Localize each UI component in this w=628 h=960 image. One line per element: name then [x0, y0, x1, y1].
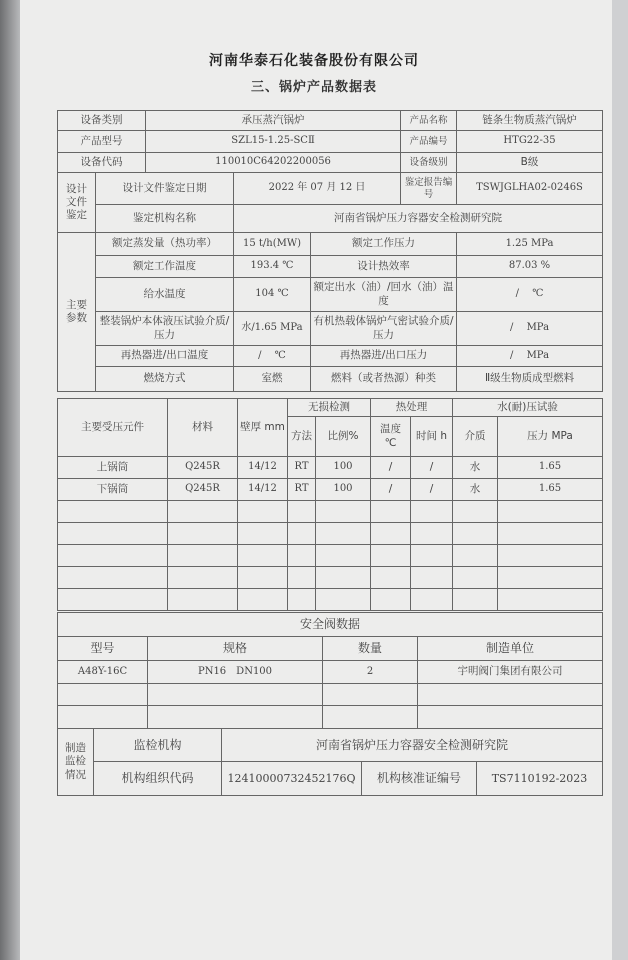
cell: A48Y-16C [58, 661, 148, 684]
value: 12410000732452176Q [222, 762, 362, 796]
cell [498, 523, 603, 545]
cell [453, 523, 498, 545]
value: / MPa [457, 312, 603, 346]
cell: 2 [323, 661, 418, 684]
cell [453, 589, 498, 611]
value: 水/1.65 MPa [234, 312, 311, 346]
value: 110010C64202200056 [146, 153, 401, 173]
value: 链条生物质蒸汽锅炉 [457, 111, 603, 131]
value: / MPa [457, 346, 603, 367]
label: 机构组织代码 [94, 762, 222, 796]
header: 温度 ℃ [371, 417, 411, 457]
cell [168, 523, 238, 545]
cell: 宇明阀门集团有限公司 [418, 661, 603, 684]
cell [238, 523, 288, 545]
value: 87.03 % [457, 256, 603, 278]
header: 时间 h [411, 417, 453, 457]
label: 额定工作压力 [311, 233, 457, 256]
cell: / [371, 457, 411, 479]
header: 型号 [58, 637, 148, 661]
cell: 14/12 [238, 457, 288, 479]
header: 规格 [148, 637, 323, 661]
cell [288, 501, 316, 523]
header: 比例% [316, 417, 371, 457]
cell [316, 567, 371, 589]
cell: 100 [316, 479, 371, 501]
table-row [58, 684, 603, 706]
cell [498, 501, 603, 523]
cell: / [411, 457, 453, 479]
value: TSWJGLHA02-0246S [457, 173, 603, 205]
cell [371, 589, 411, 611]
value: HTG22-35 [457, 131, 603, 153]
cell: 水 [453, 457, 498, 479]
cell: 100 [316, 457, 371, 479]
label: 机构核准证编号 [362, 762, 477, 796]
safety-valve-table [57, 612, 603, 729]
label: 额定出水（油）/回水（油）温度 [311, 278, 457, 312]
cell [316, 501, 371, 523]
group-label: 设计文件鉴定 [58, 173, 96, 233]
cell [58, 567, 168, 589]
cell [288, 589, 316, 611]
cell: 水 [453, 479, 498, 501]
section-heading: 安全阀数据 [58, 613, 603, 637]
cell [288, 567, 316, 589]
cell: 14/12 [238, 479, 288, 501]
cell: / [371, 479, 411, 501]
value: 2022 年 07 月 12 日 [234, 173, 401, 205]
value: SZL15-1.25-SCⅡ [146, 131, 401, 153]
label: 设计文件鉴定日期 [96, 173, 234, 205]
label: 设备类别 [58, 111, 146, 131]
value: 104 ℃ [234, 278, 311, 312]
label: 设备代码 [58, 153, 146, 173]
cell [411, 523, 453, 545]
value: 河南省锅炉压力容器安全检测研究院 [222, 729, 603, 762]
label: 有机热载体锅炉气密试验介质/压力 [311, 312, 457, 346]
table-row [58, 479, 603, 501]
cell [498, 545, 603, 567]
value: / ℃ [457, 278, 603, 312]
label: 设计热效率 [311, 256, 457, 278]
header: 数量 [323, 637, 418, 661]
cell [411, 545, 453, 567]
cell [371, 501, 411, 523]
cell [411, 501, 453, 523]
cell [411, 589, 453, 611]
cell: 下锅筒 [58, 479, 168, 501]
cell: 1.65 [498, 479, 603, 501]
cell [411, 567, 453, 589]
cell [168, 501, 238, 523]
table-row [58, 661, 603, 684]
cell [316, 545, 371, 567]
cell [288, 523, 316, 545]
cell [316, 589, 371, 611]
label: 鉴定报告编号 [401, 173, 457, 205]
cell [453, 545, 498, 567]
pressure-components-table [57, 398, 603, 611]
label: 再热器进/出口温度 [96, 346, 234, 367]
cell: Q245R [168, 457, 238, 479]
cell [238, 589, 288, 611]
value: Ⅱ级生物质成型燃料 [457, 367, 603, 392]
cell [238, 545, 288, 567]
label: 鉴定机构名称 [96, 205, 234, 233]
label: 整装锅炉本体液压试验介质/压力 [96, 312, 234, 346]
header: 材料 [168, 399, 238, 457]
cell [168, 589, 238, 611]
header: 制造单位 [418, 637, 603, 661]
cell [238, 501, 288, 523]
header: 无损检测 [288, 399, 371, 417]
label: 额定工作温度 [96, 256, 234, 278]
table-row [58, 567, 603, 589]
group-label: 主要参数 [58, 233, 96, 392]
header: 水(耐)压试验 [453, 399, 603, 417]
label: 额定蒸发量（热功率） [96, 233, 234, 256]
supervision-table [57, 728, 603, 796]
cell: RT [288, 457, 316, 479]
label: 燃烧方式 [96, 367, 234, 392]
value: B级 [457, 153, 603, 173]
header: 介质 [453, 417, 498, 457]
cell [168, 545, 238, 567]
cell [498, 567, 603, 589]
label: 设备级别 [401, 153, 457, 173]
value: 15 t/h(MW) [234, 233, 311, 256]
company-title: 河南华泰石化装备股份有限公司 [209, 53, 419, 69]
table-row [58, 706, 603, 729]
cell [58, 523, 168, 545]
table-row [58, 589, 603, 611]
value: 承压蒸汽锅炉 [146, 111, 401, 131]
cell [58, 589, 168, 611]
cell: 上锅筒 [58, 457, 168, 479]
label: 再热器进/出口压力 [311, 346, 457, 367]
cell: PN16 DN100 [148, 661, 323, 684]
basic-info-table [57, 110, 603, 392]
cell: 1.65 [498, 457, 603, 479]
binder-edge [0, 0, 20, 960]
cell [371, 567, 411, 589]
label: 燃料（或者热源）种类 [311, 367, 457, 392]
table-row [58, 457, 603, 479]
cell [371, 523, 411, 545]
value: 1.25 MPa [457, 233, 603, 256]
group-label: 制造监检情况 [58, 729, 94, 796]
label: 产品编号 [401, 131, 457, 153]
value: 室燃 [234, 367, 311, 392]
label: 给水温度 [96, 278, 234, 312]
table-row [58, 501, 603, 523]
cell [453, 567, 498, 589]
value: 河南省锅炉压力容器安全检测研究院 [234, 205, 603, 233]
value: TS7110192-2023 [477, 762, 603, 796]
cell: / [411, 479, 453, 501]
empty-rows [58, 501, 603, 611]
label: 产品名称 [401, 111, 457, 131]
value: 193.4 ℃ [234, 256, 311, 278]
cell [371, 545, 411, 567]
table-row [58, 523, 603, 545]
value: / ℃ [234, 346, 311, 367]
header: 主要受压元件 [58, 399, 168, 457]
table-row [58, 545, 603, 567]
cell [316, 523, 371, 545]
cell [453, 501, 498, 523]
section-title: 三、锅炉产品数据表 [250, 80, 377, 95]
header: 方法 [288, 417, 316, 457]
cell [238, 567, 288, 589]
cell [498, 589, 603, 611]
label: 产品型号 [58, 131, 146, 153]
cell [58, 545, 168, 567]
cell [58, 501, 168, 523]
cell: Q245R [168, 479, 238, 501]
cell: RT [288, 479, 316, 501]
cell [168, 567, 238, 589]
header: 热处理 [371, 399, 453, 417]
header: 壁厚 mm [238, 399, 288, 457]
label: 监检机构 [94, 729, 222, 762]
cell [288, 545, 316, 567]
header: 压力 MPa [498, 417, 603, 457]
